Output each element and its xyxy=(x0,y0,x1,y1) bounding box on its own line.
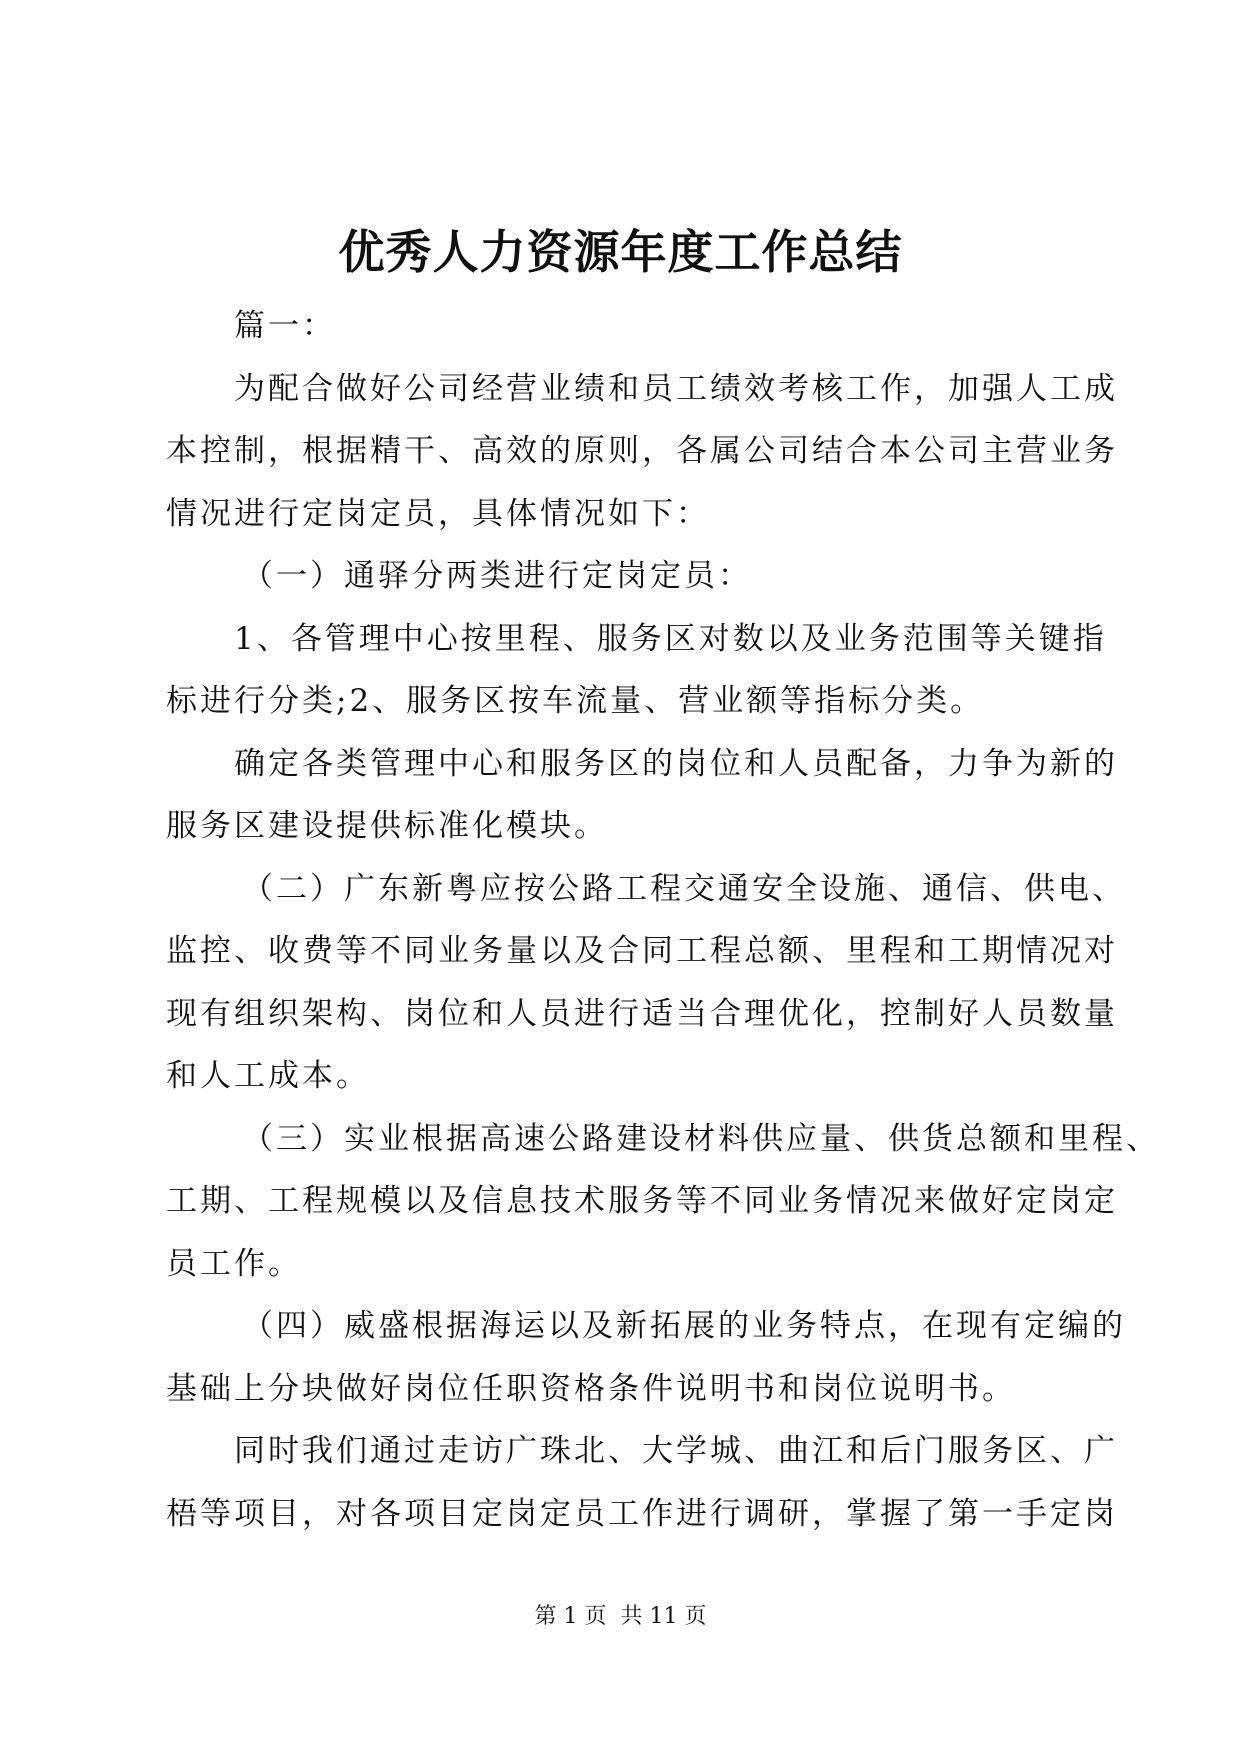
document-title: 优秀人力资源年度工作总结 xyxy=(338,225,903,279)
paragraph-line: 1、各管理中心按里程、服务区对数以及业务范围等关键指 xyxy=(234,620,1107,657)
document-body xyxy=(166,295,1160,1545)
paragraph-line: 标进行分类;2、服务区按车流量、营业额等指标分类。 xyxy=(166,683,985,719)
page-number-footer: 第 1 页 共 11 页 xyxy=(534,1604,707,1629)
paragraph-line: 员工作。 xyxy=(166,1245,302,1282)
paragraph-line: 现有组织架构、岗位和人员进行适当合理优化，控制好人员数量 xyxy=(166,995,1118,1032)
paragraph-line: 为配合做好公司经营业绩和员工绩效考核工作，加强人工成 xyxy=(234,370,1118,407)
paragraph-line: 情况进行定岗定员，具体情况如下： xyxy=(166,495,710,532)
paragraph-line: 和人工成本。 xyxy=(166,1058,370,1094)
paragraph-line: 确定各类管理中心和服务区的岗位和人员配备，力争为新的 xyxy=(234,745,1118,782)
paragraph-line: 同时我们通过走访广珠北、大学城、曲江和后门服务区、广 xyxy=(234,1433,1118,1469)
paragraph-line: 梧等项目，对各项目定岗定员工作进行调研，掌握了第一手定岗 xyxy=(166,1495,1118,1532)
paragraph-line: （一）通驿分两类进行定岗定员： xyxy=(242,558,752,594)
paragraph-line: 服务区建设提供标准化模块。 xyxy=(166,808,608,844)
section-label: 篇一： xyxy=(234,308,336,344)
paragraph-line: （四）威盛根据海运以及新拓展的业务特点，在现有定编的 xyxy=(242,1308,1126,1344)
paragraph-line: 基础上分块做好岗位任职资格条件说明书和岗位说明书。 xyxy=(166,1370,1016,1407)
paragraph-line: 监控、收费等不同业务量以及合同工程总额、里程和工期情况对 xyxy=(166,933,1118,969)
paragraph-line: （二）广东新粤应按公路工程交通安全设施、通信、供电、 xyxy=(242,870,1126,907)
paragraph-line: 工期、工程规模以及信息技术服务等不同业务情况来做好定岗定 xyxy=(166,1183,1118,1219)
paragraph-line: （三）实业根据高速公路建设材料供应量、供货总额和里程、 xyxy=(242,1120,1160,1157)
paragraph-line: 本控制，根据精干、高效的原则，各属公司结合本公司主营业务 xyxy=(166,433,1118,469)
